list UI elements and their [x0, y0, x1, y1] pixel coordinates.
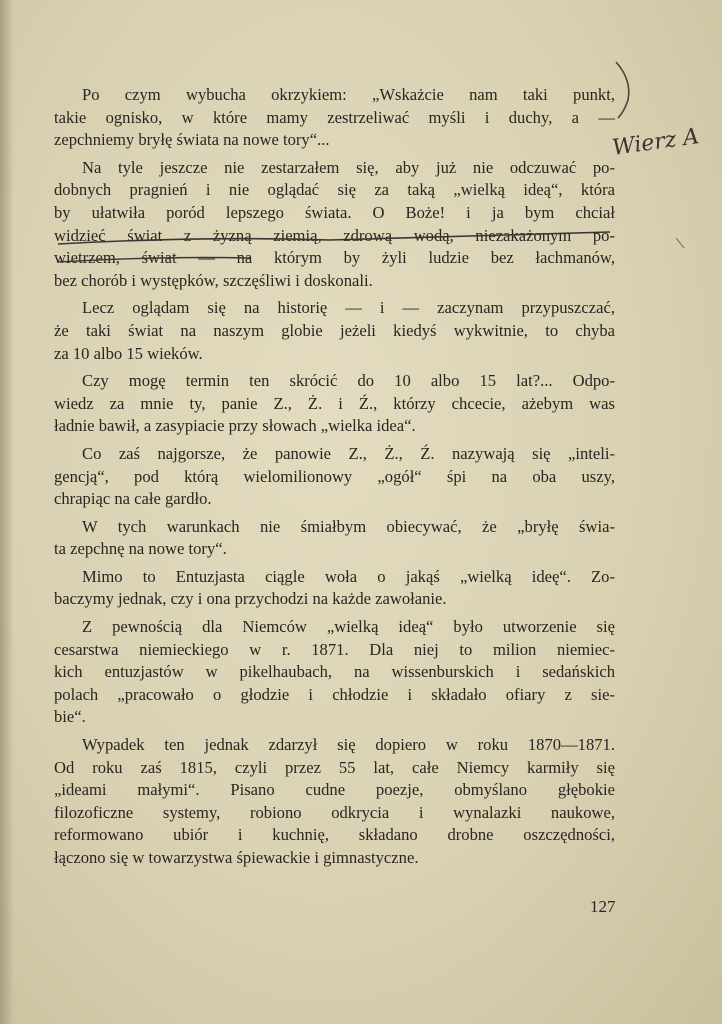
text-line: baczymy jednak, czy i ona przychodzi na każde zawołanie.: [54, 589, 447, 609]
page-number: 127: [590, 897, 616, 916]
text-line: takie ognisko, w które mamy zestrzeliwać myśli i duchy, a —: [54, 107, 615, 127]
text-line: reformowano ubiór i kuchnię, składano drobne oszczędności,: [54, 825, 615, 845]
text-line: łączono się w towarzystwa śpiewackie i gimnastyczne.: [54, 848, 419, 867]
text-line: „ideami małymi“. Pisano cudne poezje, obmyślano głębokie: [54, 780, 615, 800]
text-line: Czy mogę termin ten skrócić do 10 albo 15 lat?... Odpo-: [82, 371, 615, 391]
margin-tick-mark: [676, 238, 684, 248]
text-line: Lecz oglądam się na historię — i — zaczynam przypuszczać,: [82, 298, 615, 318]
text-line: Z pewnością dla Niemców „wielką ideą“ było utworzenie się: [82, 617, 615, 637]
margin-bracket-mark: [616, 62, 629, 118]
text-line: Po czym wybucha okrzykiem: „Wskażcie nam taki punkt,: [82, 85, 615, 104]
text-line: dobnych pragnień i nie oglądać się za taką „wielką ideą“, która: [54, 180, 615, 200]
text-line: filozoficzne systemy, robiono odkrycia i wynalazki naukowe,: [54, 802, 615, 822]
text-line: wiedz za mnie ty, panie Z., Ż. i Ź., którzy chcecie, ażebym was: [54, 393, 615, 413]
text-line: cesarstwa niemieckiego w r. 1871. Dla niej to milion niemiec-: [54, 639, 615, 659]
text-line: widzieć świat z żyzną ziemią, zdrową wodą, niezakażonym po-: [54, 225, 615, 245]
text-line: Mimo to Entuzjasta ciągle woła o jakąś „wielką ideę“. Zo-: [82, 566, 615, 586]
text-line: zepchniemy bryłę świata na nowe tory“...: [54, 130, 330, 150]
spine-shadow: [0, 0, 14, 1024]
text-line: wietrzem, świat — na którym by żyli ludzie bez łachmanów,: [54, 248, 615, 268]
text-line: ładnie bawił, a zasypiacie przy słowach „wielka idea“.: [54, 416, 416, 436]
text-line: Na tyle jeszcze nie zestarzałem się, aby już nie odczuwać po-: [82, 157, 615, 177]
text-line: by ułatwiła poród lepszego świata. O Boże! i ja bym chciał: [54, 202, 615, 222]
text-line: chrapiąc na całe gardło.: [54, 489, 212, 509]
text-line: kich entuzjastów w pikelhaubach, na wissenburskich i sedańskich: [54, 662, 615, 682]
text-line: Od roku zaś 1815, czyli przez 55 lat, całe Niemcy karmiły się: [54, 757, 615, 777]
text-line: polach „pracowało o głodzie i chłodzie i składało ofiary z sie-: [54, 684, 615, 704]
text-line: W tych warunkach nie śmiałbym obiecywać, że „bryłę świa-: [82, 516, 615, 536]
handwritten-note: Wierz A: [610, 124, 701, 161]
text-line: bie“.: [54, 707, 86, 727]
text-line: ta zepchnę na nowe tory“.: [54, 539, 227, 559]
text-line: za 10 albo 15 wieków.: [54, 343, 203, 363]
text-line: gencją“, pod którą wielomilionowy „ogół“ śpi na oba uszy,: [54, 466, 615, 486]
text-line: Wypadek ten jednak zdarzył się dopiero w roku 1870—1871.: [82, 735, 615, 755]
text-line: Co zaś najgorsze, że panowie Z., Ż., Ź. nazywają się „inteli-: [82, 443, 615, 463]
text-line: bez chorób i występków, szczęśliwi i doskonali.: [54, 270, 373, 290]
body-text: [54, 84, 615, 870]
text-line: że taki świat na naszym globie jeżeli kiedyś wykwitnie, to chyba: [54, 320, 615, 340]
